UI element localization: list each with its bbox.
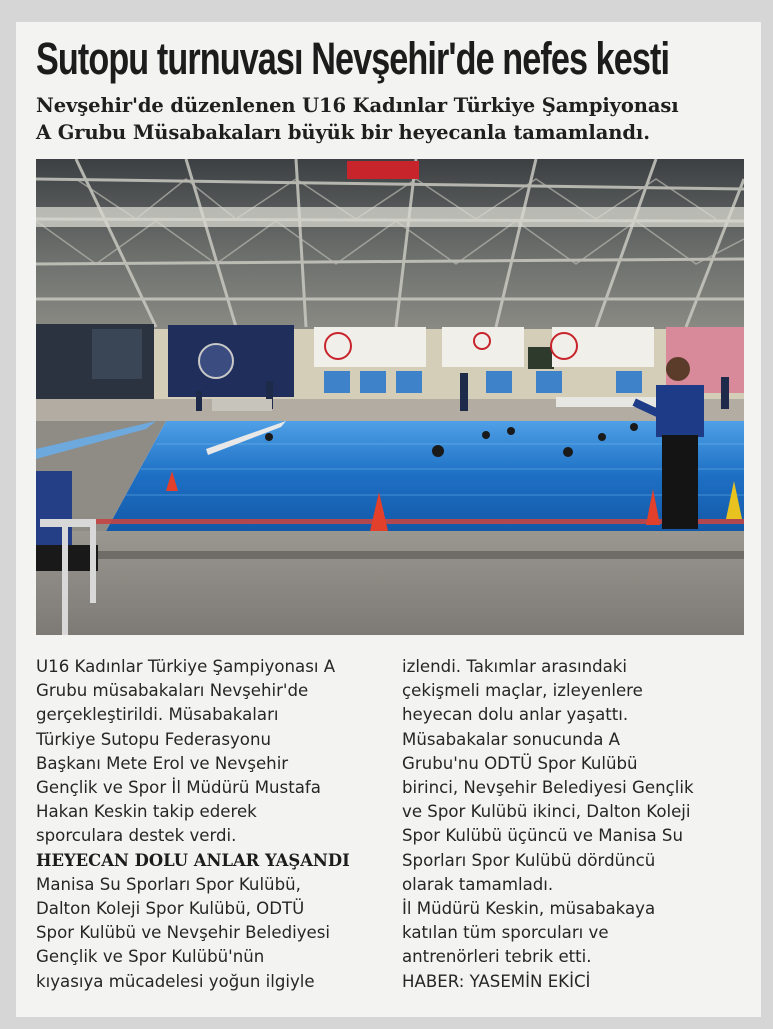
body-line: Gençlik ve Spor Kulübü'nün — [36, 947, 265, 967]
body-line: sporculara destek verdi. — [36, 826, 237, 846]
body-line: Grubu müsabakaları Nevşehir'de — [36, 681, 309, 701]
body-line: kıyasıya mücadelesi yoğun ilgiyle — [36, 971, 315, 991]
body-line: Spor Kulübü ve Nevşehir Belediyesi — [36, 923, 331, 943]
newspaper-clipping — [16, 22, 761, 1017]
body-line: Türkiye Sutopu Federasyonu — [36, 729, 271, 749]
body-line: izlendi. Takımlar arasındaki — [402, 657, 628, 676]
body-line: heyecan dolu anlar yaşattı. — [402, 705, 629, 725]
byline: HABER: YASEMİN EKİCİ — [402, 971, 591, 991]
headline: Sutopu turnuvası Nevşehir'de nefes kesti — [36, 33, 670, 84]
body-line: gerçekleştirildi. Müsabakaları — [36, 705, 279, 725]
subheadline-line: A Grubu Müsabakaları büyük bir heyecanla tamamlandı. — [36, 121, 650, 144]
body-line: Sporları Spor Kulübü dördüncü — [402, 850, 656, 870]
body-line: İl Müdürü Keskin, müsabakaya — [402, 899, 656, 919]
section-subheading: HEYECAN DOLU ANLAR YAŞANDI — [36, 850, 350, 870]
body-line: Hakan Keskin takip ederek — [36, 802, 257, 822]
subheadline — [36, 92, 748, 146]
body-line: Manisa Su Sporları Spor Kulübü, — [36, 874, 301, 894]
body-line: ve Spor Kulübü ikinci, Dalton Koleji — [402, 802, 691, 822]
article-column-left — [36, 655, 386, 994]
body-line: katılan tüm sporcuları ve — [402, 923, 609, 943]
body-line: Müsabakalar sonucunda A — [402, 729, 621, 749]
body-line: çekişmeli maçlar, izleyenlere — [402, 681, 643, 701]
article-column-right — [402, 655, 752, 994]
swimming-pool-photo — [36, 159, 744, 635]
subheadline-line: Nevşehir'de düzenlenen U16 Kadınlar Türkiye Şampiyonası — [36, 94, 679, 117]
body-line: antrenörleri tebrik etti. — [402, 947, 592, 967]
body-line: U16 Kadınlar Türkiye Şampiyonası A — [36, 657, 336, 676]
body-line: Başkanı Mete Erol ve Nevşehir — [36, 753, 289, 773]
body-line: Spor Kulübü üçüncü ve Manisa Su — [402, 826, 683, 846]
body-line: Dalton Koleji Spor Kulübü, ODTÜ — [36, 899, 305, 919]
body-line: birinci, Nevşehir Belediyesi Gençlik — [402, 778, 694, 798]
body-line: Grubu'nu ODTÜ Spor Kulübü — [402, 753, 638, 773]
body-line: olarak tamamladı. — [402, 874, 554, 894]
body-line: Gençlik ve Spor İl Müdürü Mustafa — [36, 778, 321, 798]
